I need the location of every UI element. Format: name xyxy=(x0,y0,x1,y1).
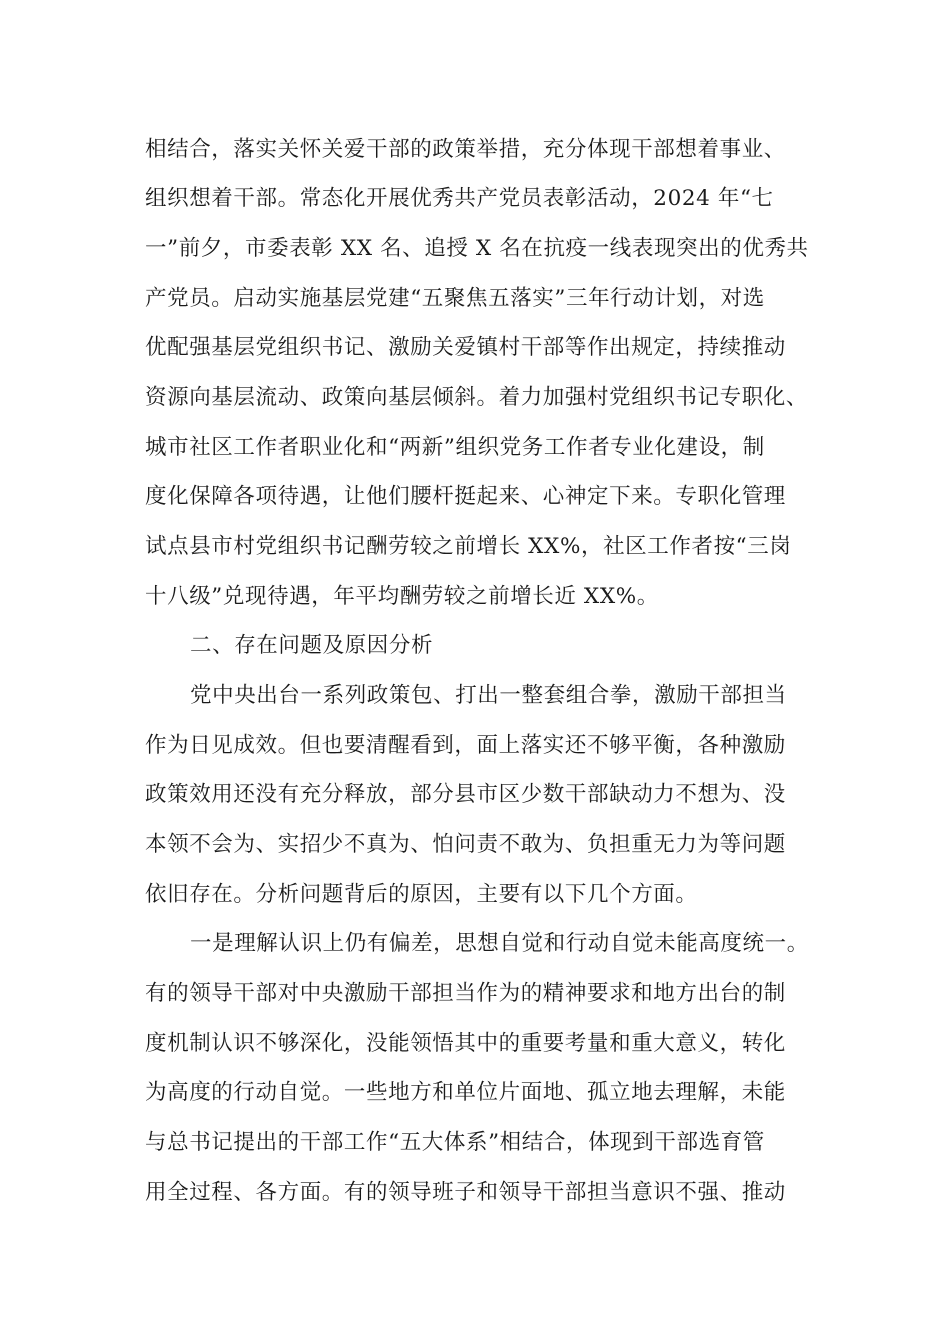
text-line: 用全过程、各方面。有的领导班子和领导干部担当意识不强、推动 xyxy=(145,1180,786,1205)
text-line: 城市社区工作者职业化和“两新”组织党务工作者专业化建设，制 xyxy=(145,435,765,460)
text-line: 与总书记提出的干部工作“五大体系”相结合，体现到干部选育管 xyxy=(145,1130,765,1155)
text-line: 一是理解认识上仍有偏差，思想自觉和行动自觉未能高度统一。 xyxy=(190,931,809,956)
text-line: 政策效用还没有充分释放，部分县市区少数干部缺动力不想为、没 xyxy=(145,782,786,807)
text-line: 度机制认识不够深化，没能领悟其中的重要考量和重大意义，转化 xyxy=(145,1031,786,1056)
text-line: 为高度的行动自觉。一些地方和单位片面地、孤立地去理解，未能 xyxy=(145,1080,786,1105)
text-line: 试点县市村党组织书记酬劳较之前增长 XX%，社区工作者按“三岗 xyxy=(145,534,792,559)
text-line: 产党员。启动实施基层党建“五聚焦五落实”三年行动计划，对选 xyxy=(145,286,765,311)
section-heading: 二、存在问题及原因分析 xyxy=(190,633,434,658)
text-line: 十八级”兑现待遇，年平均酬劳较之前增长近 XX%。 xyxy=(145,584,659,609)
text-line: 优配强基层党组织书记、激励关爱镇村干部等作出规定，持续推动 xyxy=(145,335,786,360)
text-line: 本领不会为、实招少不真为、怕问责不敢为、负担重无力为等问题 xyxy=(145,832,786,857)
text-line: 一”前夕，市委表彰 XX 名、追授 X 名在抗疫一线表现突出的优秀共 xyxy=(145,236,809,261)
text-line: 依旧存在。分析问题背后的原因，主要有以下几个方面。 xyxy=(145,882,698,907)
text-line: 作为日见成效。但也要清醒看到，面上落实还不够平衡，各种激励 xyxy=(145,733,786,758)
text-line: 资源向基层流动、政策向基层倾斜。着力加强村党组织书记专职化、 xyxy=(145,385,809,410)
text-line: 党中央出台一系列政策包、打出一整套组合拳，激励干部担当 xyxy=(190,683,787,708)
text-line: 度化保障各项待遇，让他们腰杆挺起来、心神定下来。专职化管理 xyxy=(145,484,786,509)
text-line: 有的领导干部对中央激励干部担当作为的精神要求和地方出台的制 xyxy=(145,981,786,1006)
text-line: 相结合，落实关怀关爱干部的政策举措，充分体现干部想着事业、 xyxy=(145,137,786,162)
text-line: 组织想着干部。常态化开展优秀共产党员表彰活动，2024 年“七 xyxy=(145,186,774,211)
